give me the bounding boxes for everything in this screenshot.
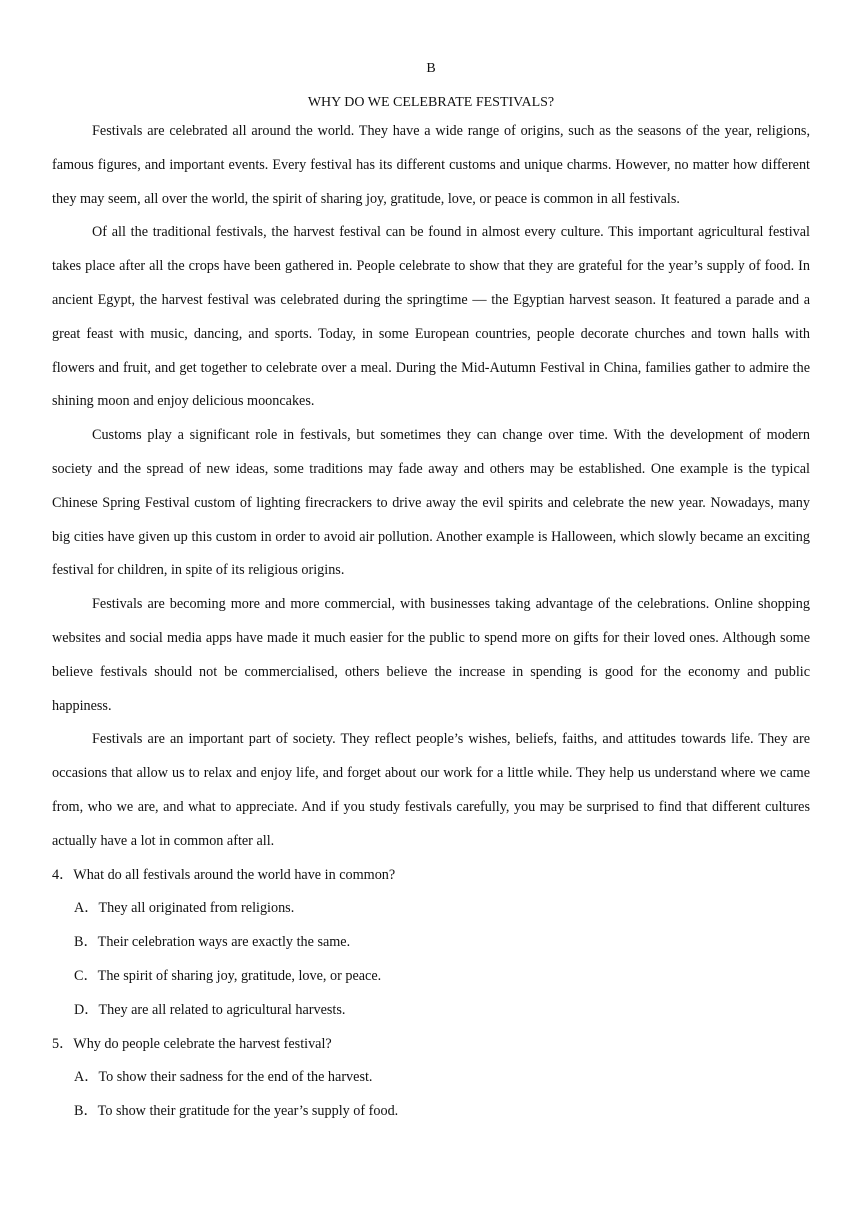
question-stem [52, 1028, 810, 1062]
paragraph-2: Of all the traditional festivals, the harvest festival can be found in almost every culture. This important agricultural festival takes place after all the crops have been gathered in. People celebrate to show that they are grateful for the year’s supply of food. In ancient Egypt, the harvest festival was celebrated during the springtime — the Egyptian harvest season. It featured a parade and a great feast with music, dancing, and sports. Today, in some European countries, people decorate churches and town halls with flowers and fruit, and get together to celebrate over a meal. During the Mid-Autumn Festival in China, families gather to admire the shining moon and enjoy delicious mooncakes. [52, 224, 810, 410]
option-letter: C． [74, 967, 98, 984]
option-a [52, 892, 810, 926]
option-letter: A． [74, 1069, 99, 1086]
option-text: They all originated from religions. [98, 900, 295, 917]
option-text: To show their sadness for the end of the harvest. [98, 1069, 373, 1086]
option-letter: B． [74, 1103, 98, 1120]
option-d [52, 994, 810, 1028]
question-text: What do all festivals around the world have in common? [73, 866, 396, 883]
question-5 [52, 1028, 810, 1129]
option-b [52, 926, 810, 960]
article-title: WHY DO WE CELEBRATE FESTIVALS? [307, 95, 555, 110]
paragraph-1: Festivals are celebrated all around the world. They have a wide range of origins, such as the seasons of the year, religions, famous figures, and important events. Every festival has its different customs and unique charms. However, no matter how different they may seem, all over the world, the spirit of sharing joy, gratitude, love, or peace is common in all festivals. [52, 123, 810, 207]
option-letter: B． [74, 934, 98, 951]
paragraph-5: Festivals are an important part of society. They reflect people’s wishes, beliefs, faiths, and attitudes towards life. They are occasions that allow us to relax and enjoy life, and forget about our work for a little while. They help us understand where we came from, who we are, and what to appreciate. And if you study festivals carefully, you may be surprised to find that different cultures actually have a lot in common after all. [52, 731, 810, 849]
option-b [52, 1095, 810, 1129]
paragraph-4: Festivals are becoming more and more commercial, with businesses taking advantage of the celebrations. Online shopping websites and social media apps have made it much easier for the public to spend more on gifts for their loved ones. Although some believe festivals should not be commercialised, others believe the increase in spending is good for the economy and public happiness. [52, 596, 810, 714]
paragraph-3: Customs play a significant role in festivals, but sometimes they can change over time. With the development of modern society and the spread of new ideas, some traditions may fade away and others may be established. One example is the typical Chinese Spring Festival custom of lighting firecrackers to drive away the evil spirits and celebrate the new year. Nowadays, many big cities have given up this custom in order to avoid air pollution. Another example is Halloween, which slowly became an exciting festival for children, in spite of its religious origins. [52, 427, 810, 579]
article-body [52, 115, 810, 859]
question-number: 4． [52, 866, 74, 883]
option-letter: A． [74, 900, 99, 917]
question-stem [52, 859, 810, 893]
option-c [52, 960, 810, 994]
option-text: The spirit of sharing joy, gratitude, love, or peace. [97, 967, 382, 984]
option-letter: D． [74, 1001, 99, 1018]
option-text: Their celebration ways are exactly the same. [97, 934, 351, 951]
question-4 [52, 859, 810, 1028]
option-a [52, 1061, 810, 1095]
option-text: They are all related to agricultural harvests. [98, 1001, 346, 1018]
question-text: Why do people celebrate the harvest festival? [73, 1035, 332, 1052]
question-number: 5． [52, 1035, 74, 1052]
option-text: To show their gratitude for the year’s supply of food. [97, 1103, 399, 1120]
section-letter: B [426, 61, 436, 76]
